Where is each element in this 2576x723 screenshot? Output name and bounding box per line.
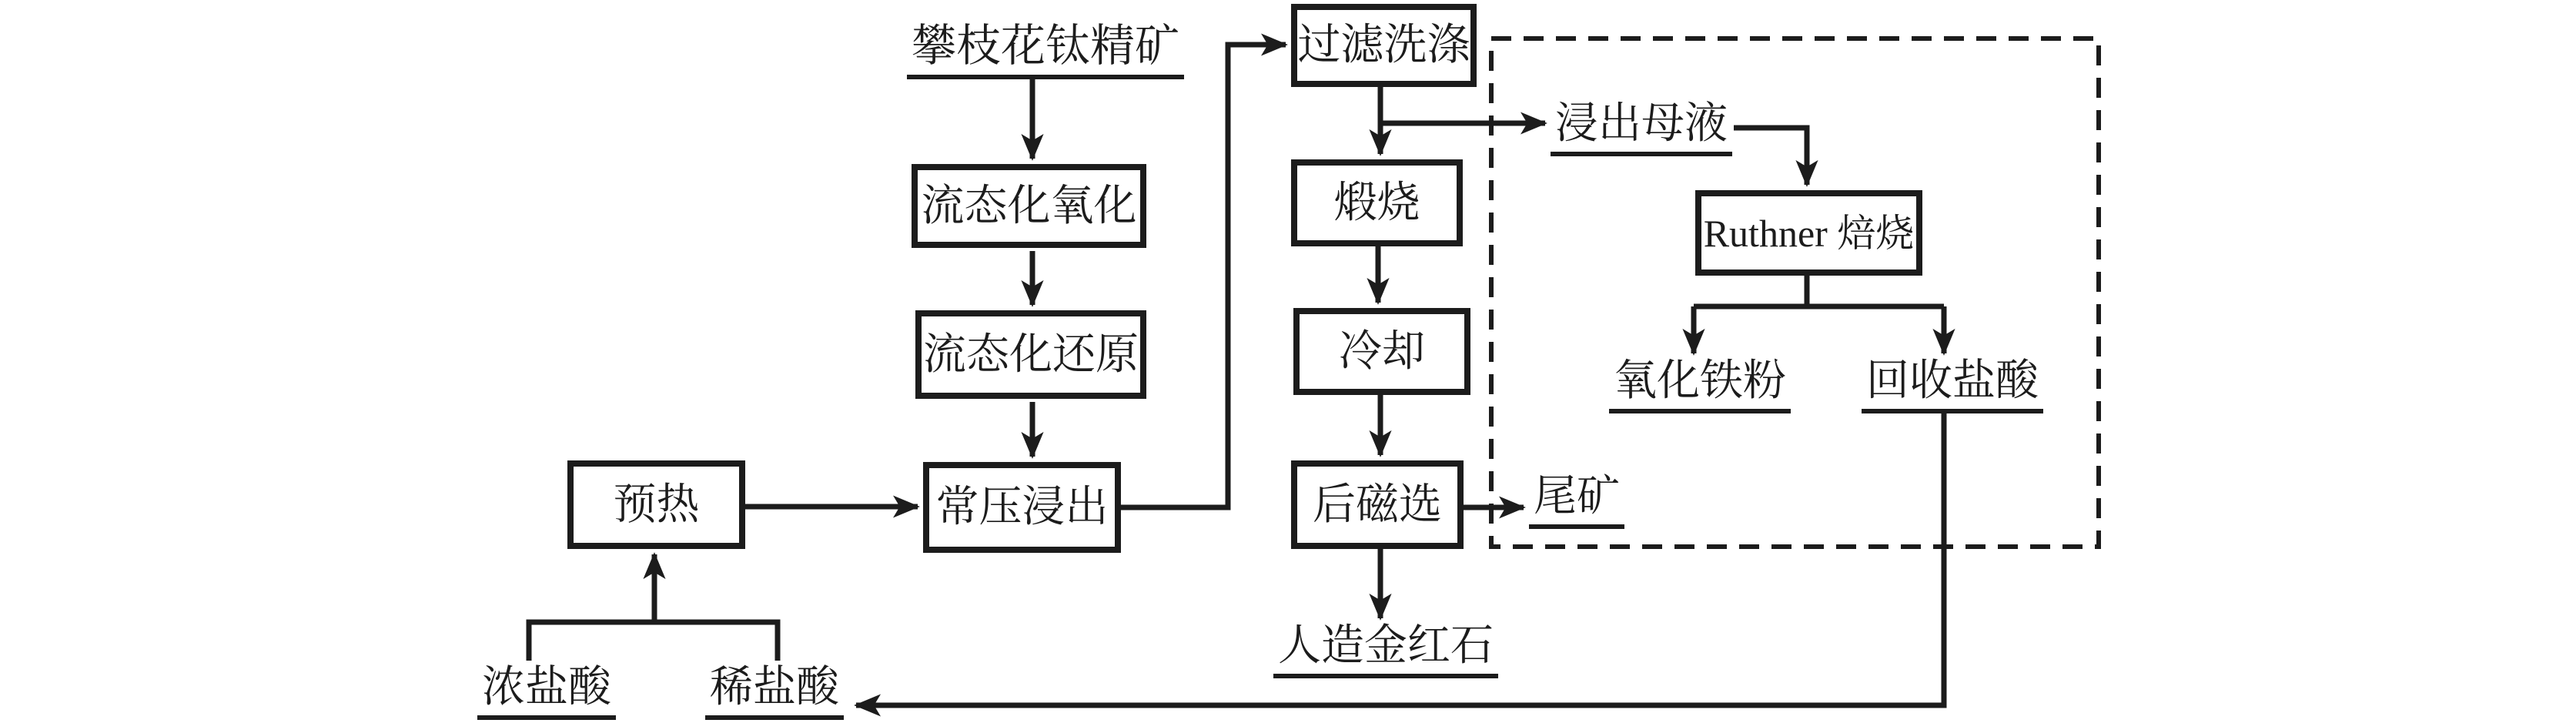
node-atmospheric-leaching: 常压浸出	[923, 462, 1121, 553]
node-cooling: 冷却	[1293, 308, 1470, 395]
node-post-magnetic-separation: 后磁选	[1291, 460, 1464, 549]
node-preheating: 预热	[567, 460, 745, 549]
node-fluidized-oxidation: 流态化氧化	[912, 164, 1146, 248]
label-artificial-rutile: 人造金红石	[1273, 624, 1498, 678]
node-fluidized-reduction: 流态化还原	[915, 310, 1146, 399]
edge-leaching-to-filter	[1121, 45, 1286, 507]
node-filter-washing: 过滤洗涤	[1291, 4, 1477, 87]
label-leach-mother-liquor: 浸出母液	[1551, 102, 1732, 156]
label-dilute-hcl: 稀盐酸	[705, 665, 844, 720]
label-source-material: 攀枝花钛精矿	[907, 23, 1184, 79]
label-concentrated-hcl: 浓盐酸	[477, 665, 616, 720]
label-iron-oxide-powder: 氧化铁粉	[1609, 359, 1791, 413]
edge-mother-liquor-to-ruthner	[1734, 128, 1807, 185]
node-ruthner-roasting: Ruthner 焙烧	[1695, 190, 1922, 276]
edge-acids-bracket	[529, 622, 778, 661]
label-recovered-hcl: 回收盐酸	[1862, 359, 2043, 413]
node-calcination: 煅烧	[1291, 159, 1463, 246]
label-tailings: 尾矿	[1529, 474, 1624, 529]
